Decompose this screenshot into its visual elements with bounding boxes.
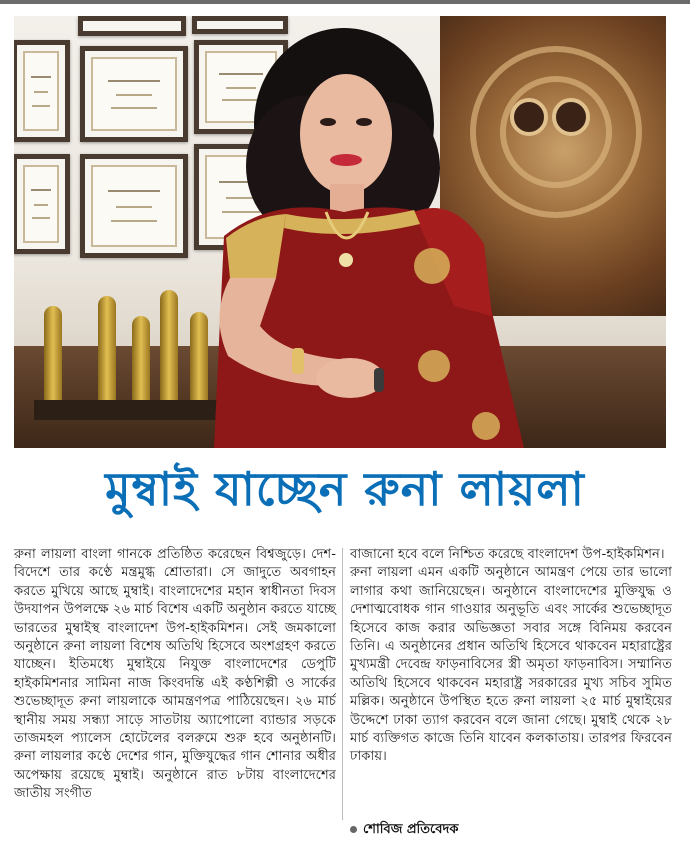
body-column-left	[14, 546, 336, 804]
portrait-figure	[14, 16, 666, 448]
paragraph: রুনা লায়লা এমন একটি অনুষ্ঠানে আমন্ত্রণ পেয়ে তার ভালো লাগার কথা জানিয়েছেন। অনুষ্ঠানে বাংলাদেশের মুক্তিযুদ্ধ ও দেশাত্মবোধক গান গাওয়ার অনুভূতি এবং সার্কের শুভেচ্ছাদূত হিসেবে কাজ করার অভিজ্ঞতা সবার সঙ্গে বিনিময় করবেন তিনি। এ অনুষ্ঠানের প্রধান অতিথি হিসেবে থাকবেন মহারাষ্ট্রের মুখ্যমন্ত্রী দেবেন্দ্র ফাড়নাবিসের স্ত্রী অমৃতা ফাড়নাবিস। সম্মানিত অতিথি হিসেবে থাকবেন মহারাষ্ট্র সরকারের মুখ্য সচিব সুমিত মল্লিক। অনুষ্ঠানে উপস্থিত হতে রুনা লায়লা ২৫ মার্চ মুম্বাইয়ের উদ্দেশে ঢাকা ত্যাগ করবেন বলে জানা গেছে। মুম্বাই থেকে ২৮ মার্চ ব্যক্তিগত কাজে তিনি যাবেন কলকাতায়। তারপর ফিরবেন ঢাকায়।	[350, 565, 672, 765]
top-rule	[0, 0, 690, 4]
article-photo	[14, 16, 666, 448]
byline	[350, 820, 458, 841]
headline: মুম্বাই যাচ্ছেন রুনা লায়লা	[105, 462, 585, 516]
paragraph: বাজানো হবে বলে নিশ্চিত করেছে বাংলাদেশ উপ-হাইকমিশন।	[350, 547, 665, 562]
byline-text: শোবিজ প্রতিবেদক	[363, 822, 459, 837]
bullet-icon	[350, 826, 357, 833]
body-column-right	[350, 546, 672, 767]
paragraph: রুনা লায়লা বাংলা গানকে প্রতিষ্ঠিত করেছেন বিশ্বজুড়ে। দেশ-বিদেশে তার কণ্ঠে মন্ত্রমুগ্ধ শ্রোতারা। সে জাদুতে অবগাহন করতে মুখিয়ে আছে মুম্বাই। বাংলাদেশের মহান স্বাধীনতা দিবস উদযাপন উপলক্ষে ২৬ মার্চ বিশেষ একটি অনুষ্ঠান করতে যাচ্ছে ভারতের মুম্বাইস্থ বাংলাদেশ উপ-হাইকমিশন। সেই জমকালো অনুষ্ঠানে রুনা লায়লা বিশেষ অতিথি হিসেবে অংশগ্রহণ করতে যাচ্ছেন। ইতিমধ্যে মুম্বাইয়ে নিযুক্ত বাংলাদেশের ডেপুটি হাইকমিশনার সামিনা নাজ কিংবদন্তি এই কণ্ঠশিল্পী ও সার্কের শুভেচ্ছাদূত রুনা লায়লাকে আমন্ত্রণপত্র পাঠিয়েছেন। ২৬ মার্চ স্থানীয় সময় সন্ধ্যা সাড়ে সাতটায় অ্যাপোলো ব্যান্ডার সড়কে তাজমহল প্যালেস হোটেলের বলরুমে শুরু হবে অনুষ্ঠানটি। রুনা লায়লার কণ্ঠে দেশের গান, মুক্তিযুদ্ধের গান শোনার অধীর অপেক্ষায় রয়েছে মুম্বাই। অনুষ্ঠানে রাত ৮টায় বাংলাদেশের জাতীয় সংগীত	[14, 547, 336, 802]
column-divider	[342, 548, 343, 820]
